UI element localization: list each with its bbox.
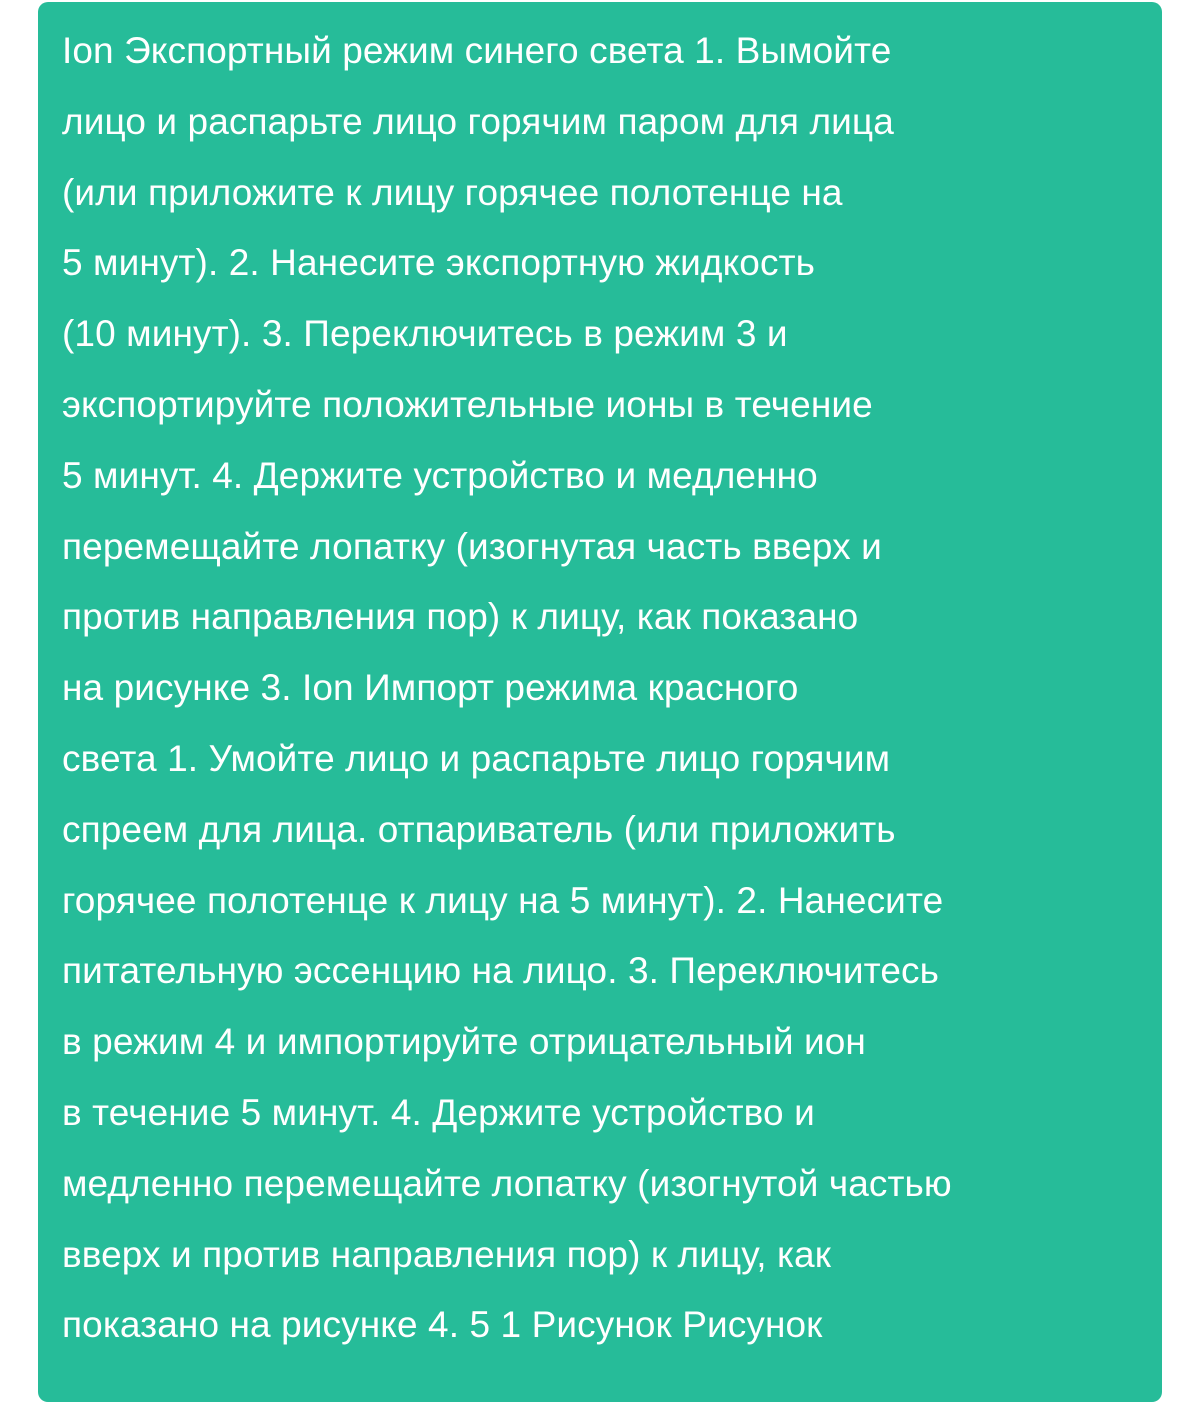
message-text-line: экспортируйте положительные ионы в течение [62, 383, 873, 425]
message-text-line: горячее полотенце к лицу на 5 минут). 2. Нанесите [62, 879, 944, 921]
message-text-line: на рисунке 3. Ion Импорт режима красного [62, 667, 799, 709]
message-text-line: (10 минут). 3. Переключитесь в режим 3 и [62, 313, 788, 355]
message-text-line: в течение 5 минут. 4. Держите устройство и [62, 1091, 815, 1133]
message-bubble [38, 2, 1162, 1402]
message-text-line: лицо и распарьте лицо горячим паром для лица [62, 100, 894, 142]
message-text-line: показано на рисунке 4. 5 1 Рисунок Рисунок [62, 1304, 823, 1346]
message-text-line: против направления пор) к лицу, как показано [62, 596, 859, 638]
message-text-line: 5 минут). 2. Нанесите экспортную жидкость [62, 242, 816, 284]
message-text-line: света 1. Умойте лицо и распарьте лицо горячим [62, 737, 891, 779]
message-text-line: спреем для лица. отпариватель (или приложить [62, 808, 896, 850]
message-text-line: питательную эссенцию на лицо. 3. Переключитесь [62, 950, 939, 992]
message-text-line: Ion Экспортный режим синего света 1. Вымойте [62, 30, 892, 71]
message-text-line: (или приложите к лицу горячее полотенце на [62, 171, 843, 213]
message-text-line: вверх и против направления пор) к лицу, как [62, 1233, 832, 1275]
message-text-line: в режим 4 и импортируйте отрицательный ион [62, 1021, 866, 1063]
message-text-line: медленно перемещайте лопатку (изогнутой частью [62, 1162, 952, 1204]
message-text-line: перемещайте лопатку (изогнутая часть вверх и [62, 525, 882, 567]
message-text-line: 5 минут. 4. Держите устройство и медленно [62, 454, 818, 496]
